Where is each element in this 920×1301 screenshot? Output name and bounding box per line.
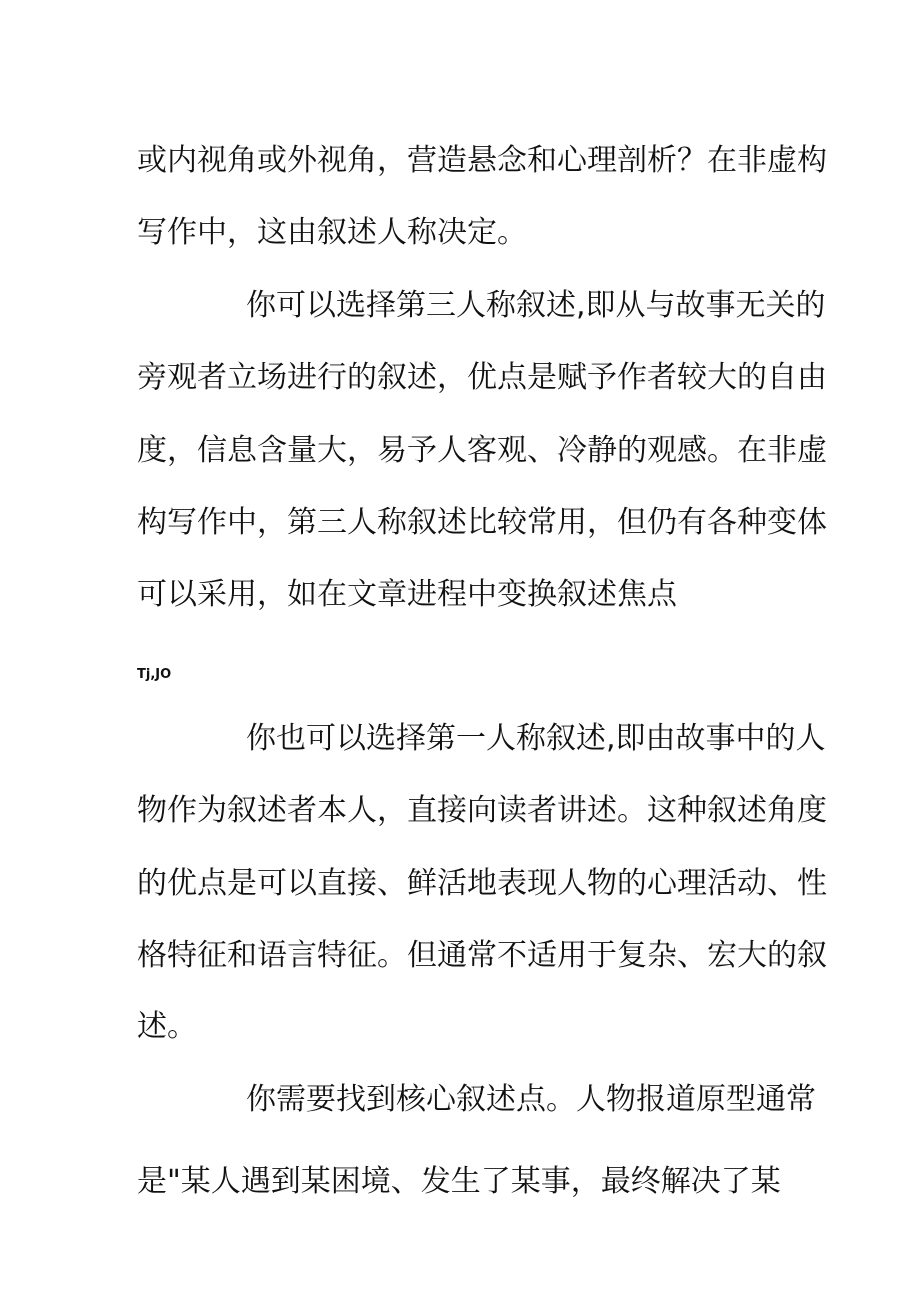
text-line: 格特征和语言特征。但通常不适用于复杂、宏大的叙 (137, 938, 827, 973)
text-line: 物作为叙述者本人，直接向读者讲述。这种叙述角度 (137, 793, 827, 828)
stray-text-fragment: Tj,JO (137, 667, 172, 682)
text-line: 述。 (137, 1009, 197, 1044)
text-line: 是"某人遇到某困境、发生了某事，最终解决了某 (137, 1164, 781, 1199)
paragraph-start-line: 你需要找到核心叙述点。人物报道原型通常 (246, 1082, 816, 1117)
text-line: 或内视角或外视角，营造悬念和心理剖析？在非虚构 (137, 143, 827, 178)
text-line: 度，信息含量大，易予人客观、冷静的观感。在非虚 (137, 433, 827, 468)
text-line: 旁观者立场进行的叙述，优点是赋予作者较大的自由 (137, 360, 827, 395)
text-line: 的优点是可以直接、鲜活地表现人物的心理活动、性 (137, 866, 827, 901)
paragraph-start-line: 你也可以选择第一人称叙述,即由故事中的人 (246, 721, 826, 756)
text-line: 可以采用，如在文章进程中变换叙述焦点 (137, 577, 677, 612)
text-line: 写作中，这由叙述人称决定。 (137, 215, 527, 250)
paragraph-start-line: 你可以选择第三人称叙述,即从与故事无关的 (246, 288, 826, 323)
text-line: 构写作中，第三人称叙述比较常用，但仍有各种变体 (137, 505, 827, 540)
